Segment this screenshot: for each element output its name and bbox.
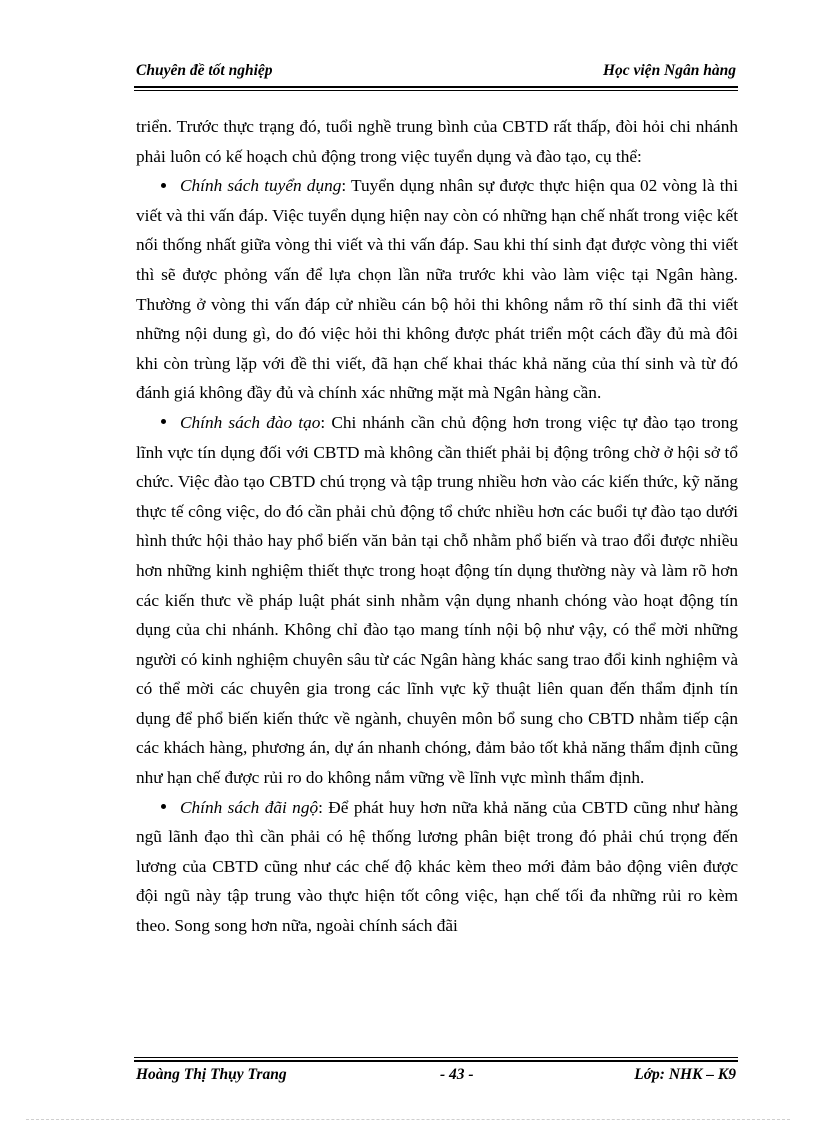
page-number: - 43 - [440, 1066, 474, 1083]
bullet-item-benefits [136, 793, 738, 941]
intro-paragraph: triển. Trước thực trạng đó, tuổi nghề trung bình của CBTD rất thấp, đòi hỏi chi nhánh phải luôn có kế hoạch chủ động trong việc tuyển dụng và đào tạo, cụ thể: [136, 117, 738, 166]
bullet-item-recruitment [136, 171, 738, 408]
bullet-icon [161, 804, 166, 809]
footer-class: Lớp: NHK – K9 [634, 1066, 736, 1083]
header-right-title: Học viện Ngân hàng [602, 62, 736, 79]
footer-rule-thin [134, 1057, 738, 1058]
footer-author: Hoàng Thị Thụy Trang [136, 1066, 287, 1083]
bullet-term: Chính sách đào tạo [180, 412, 321, 432]
page-body [136, 112, 738, 941]
bullet-icon [161, 183, 166, 188]
bullet-icon [161, 419, 166, 424]
page-edge-dashed [26, 1119, 790, 1120]
bullet-text: : Chi nhánh cần chủ động hơn trong việc tự đào tạo trong lĩnh vực tín dụng đối với CBTD mà không cần thiết phải bị động trông chờ ở hội sở tổ chức. Việc đào tạo CBTD chú trọng và tập trung nhiều hơn vào các kiến thức, kỹ năng thực tế công việc, do đó cần phải chủ động tổ chức nhiều hơn các buổi tự đào tạo dưới hình thức hội thảo hay phổ biến văn bản tại chỗ nhằm phổ biến và trao đổi được nhiều hơn những kinh nghiệm thiết thực trong hoạt động tín dụng thường này và làm rõ hơn các kiến thưc về pháp luật phát sinh nhằm vận dụng nhanh chóng vào hoạt động tín dụng của chi nhánh. Không chỉ đào tạo mang tính nội bộ như vậy, có thể mời những người có kinh nghiệm chuyên sâu từ các Ngân hàng khác sang trao đổi kinh nghiệm và có thể mời các chuyên gia trong các lĩnh vực kỹ thuật liên quan đến thẩm định tín dụng để phổ biến kiến thức về ngành, chuyên môn bổ sung cho CBTD nhằm tiếp cận các khách hàng, phương án, dự án nhanh chóng, đảm bảo tốt khả năng thẩm định cũng như hạn chế được rủi ro do không nắm vững về lĩnh vực mình thẩm định. [136, 412, 738, 788]
bullet-text: : Để phát huy hơn nữa khả năng của CBTD cũng như hàng ngũ lãnh đạo thì cần phải có hệ thống lương phân biệt trong đó phải chú trọng đến lương của CBTD cũng như các chế độ khác kèm theo mới đảm bảo động viên được đội ngũ này tập trung vào thực hiện tốt công việc, hạn chế tối đa những rủi ro kèm theo. Song song hơn nữa, ngoài chính sách đãi [136, 797, 738, 936]
header-left-title: Chuyên đề tốt nghiệp [136, 62, 273, 79]
page-header [134, 58, 738, 88]
bullet-term: Chính sách đãi ngộ [180, 797, 319, 817]
page-footer [134, 1064, 738, 1088]
footer-rule [134, 1060, 738, 1062]
bullet-term: Chính sách tuyển dụng [180, 176, 342, 196]
bullet-text: : Tuyển dụng nhân sự được thực hiện qua 02 vòng là thi viết và thi vấn đáp. Việc tuyển dụng hiện nay còn có những hạn chế nhất trong việc kết nối thống nhất giữa vòng thi viết và thi vấn đáp. Sau khi thí sinh đạt được vòng thi viết thì sẽ được phỏng vấn để lựa chọn lần nữa trước khi vào làm việc tại Ngân hàng. Thường ở vòng thi vấn đáp cử nhiều cán bộ hỏi thi không nắm rõ thí sinh đã thi viết những nội dung gì, do đó việc hỏi thi không được phát triển một cách đầy đủ mà đôi khi còn trùng lặp với đề thi viết, đã hạn chế khai thác khả năng của thí sinh và từ đó đánh giá không đầy đủ và chính xác những mặt mà Ngân hàng cần. [136, 176, 739, 403]
bullet-item-training [136, 408, 738, 793]
header-rule [134, 90, 738, 91]
